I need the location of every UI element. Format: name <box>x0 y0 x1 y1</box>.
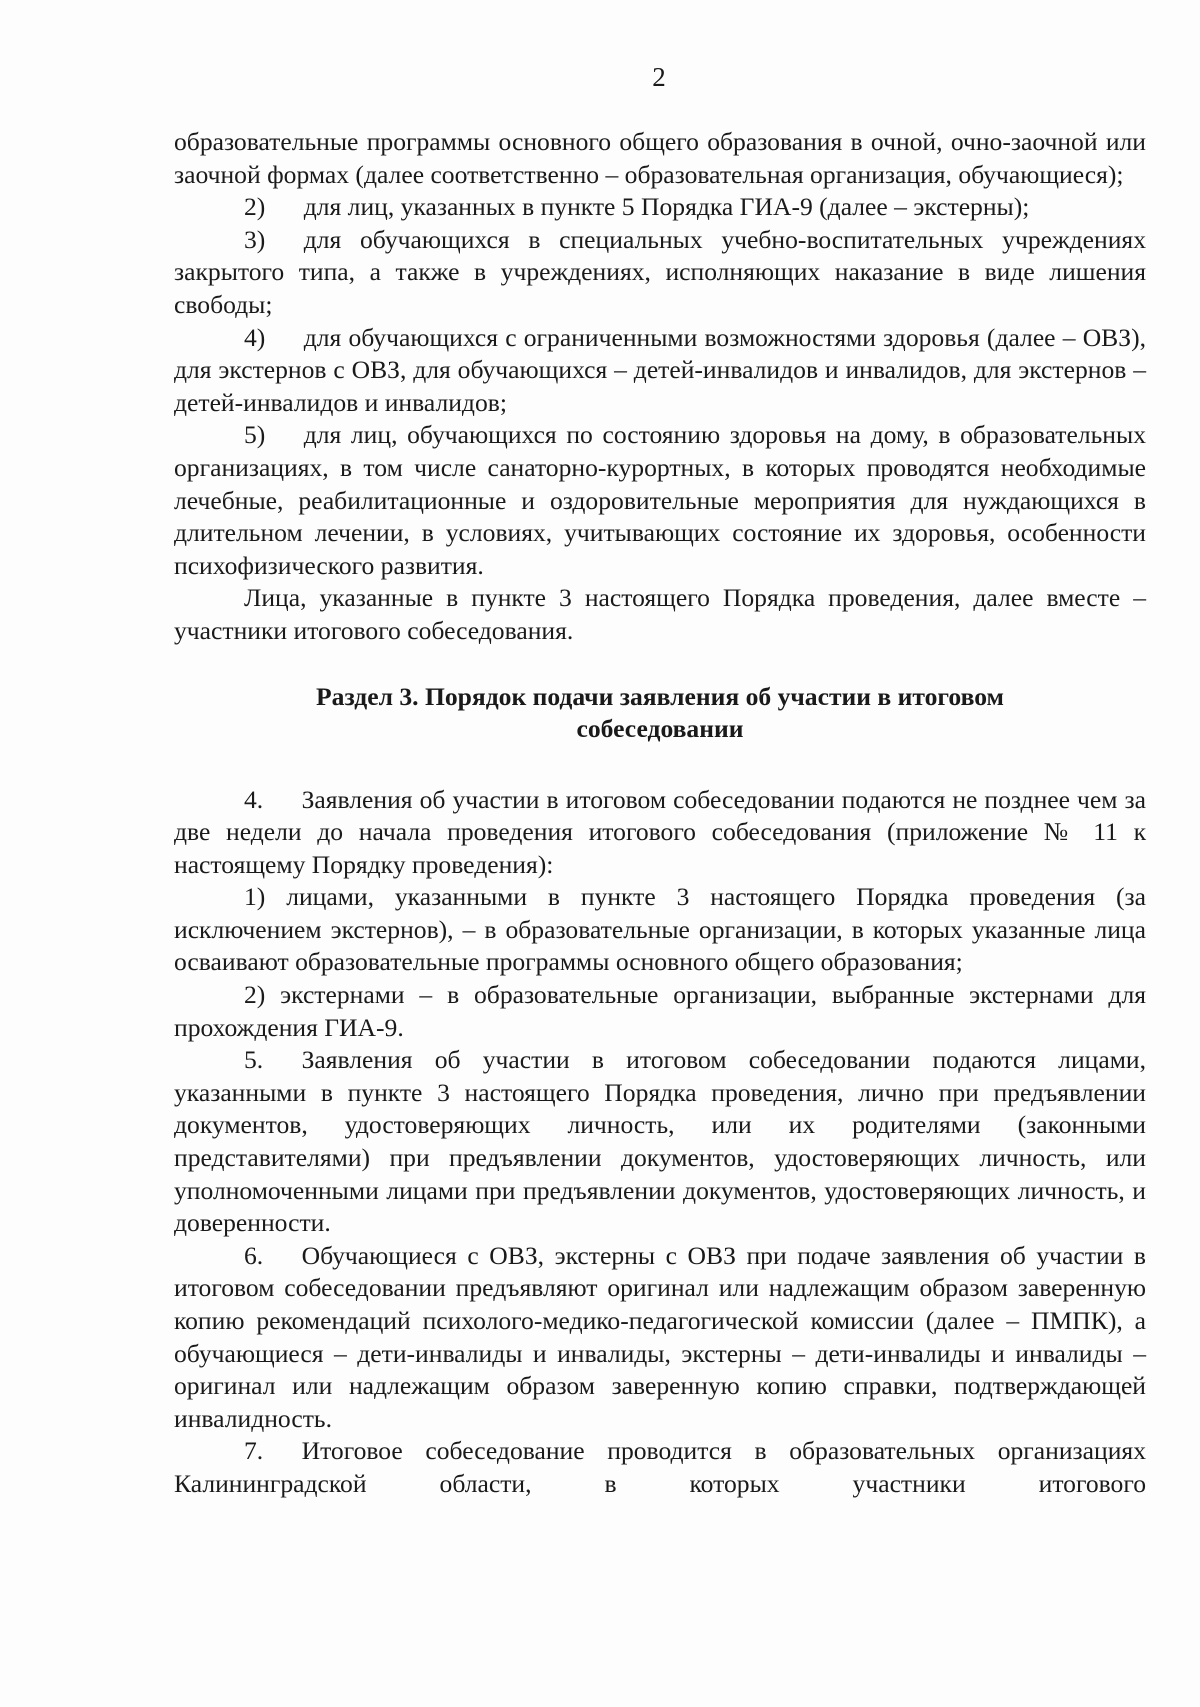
clause-7: 7. Итоговое собеседование проводится в образовательных организациях Калининградской области, в которых участники итогового <box>174 1436 1146 1498</box>
page-number: 2 <box>652 62 666 92</box>
list-item-4: 4) для обучающихся с ограниченными возможностями здоровья (далее – ОВЗ), для экстернов с ОВЗ, для обучающихся – детей-инвалидов и инвалидов, для экстернов – детей-инвалидов и инвалидов; <box>174 322 1146 417</box>
section-heading <box>174 681 1146 745</box>
section-heading-line-1: Раздел 3. Порядок подачи заявления об участии в итоговом <box>316 681 1004 711</box>
paragraph-continuation: образовательные программы основного общего образования в очной, очно-заочной или заочной формах (далее соответственно – образовательная организация, обучающиеся); <box>174 127 1146 189</box>
clause-6: 6. Обучающиеся с ОВЗ, экстерны с ОВЗ при подаче заявления об участии в итоговом собеседовании предъявляют оригинал или надлежащим образом заверенную копию рекомендаций психолого-медико-педагогической комиссии (далее – ПМПК), а обучающиеся – дети-инвалиды и инвалиды, экстерны – дети-инвалиды и инвалиды – оригинал или надлежащим образом заверенную копию справки, подтверждающей инвалидность. <box>174 1240 1146 1433</box>
list-item-2: 2) для лиц, указанных в пункте 5 Порядка ГИА-9 (далее – экстерны); <box>244 192 1030 222</box>
list-item-5: 5) для лиц, обучающихся по состоянию здоровья на дому, в образовательных организациях, в том числе санаторно-курортных, в которых проводятся необходимые лечебные, реабилитационные и оздоровительные мероприятия для нуждающихся в длительном лечении, в условиях, учитывающих состояние их здоровья, особенности психофизического развития. <box>174 420 1146 580</box>
clause-4: 4. Заявления об участии в итоговом собеседовании подаются не позднее чем за две недели до начала проведения итогового собеседования (приложение № 11 к настоящему Порядку проведения): <box>174 784 1146 879</box>
clause-5: 5. Заявления об участии в итоговом собеседовании подаются лицами, указанными в пункте 3 настоящего Порядка проведения, лично при предъявлении документов, удостоверяющих личность, или их родителями (законными представителями) при предъявлении документов, удостоверяющих личность, или уполномоченными лицами при предъявлении документов, удостоверяющих личность, и доверенности. <box>174 1045 1146 1238</box>
document-body <box>174 126 1146 1501</box>
clause-4-item-1: 1) лицами, указанными в пункте 3 настоящего Порядка проведения (за исключением экстернов), – в образовательные организации, в которых указанные лица осваивают образовательные программы основного общего образования; <box>174 882 1146 977</box>
clause-4-item-2: 2) экстернами – в образовательные организации, выбранные экстернами для прохождения ГИА-9. <box>174 980 1146 1042</box>
list-item-3: 3) для обучающихся в специальных учебно-воспитательных учреждениях закрытого типа, а также в учреждениях, исполняющих наказание в виде лишения свободы; <box>174 224 1146 319</box>
paragraph-participants: Лица, указанные в пункте 3 настоящего Порядка проведения, далее вместе – участники итогового собеседования. <box>174 583 1146 645</box>
section-heading-line-2: собеседовании <box>576 713 744 743</box>
